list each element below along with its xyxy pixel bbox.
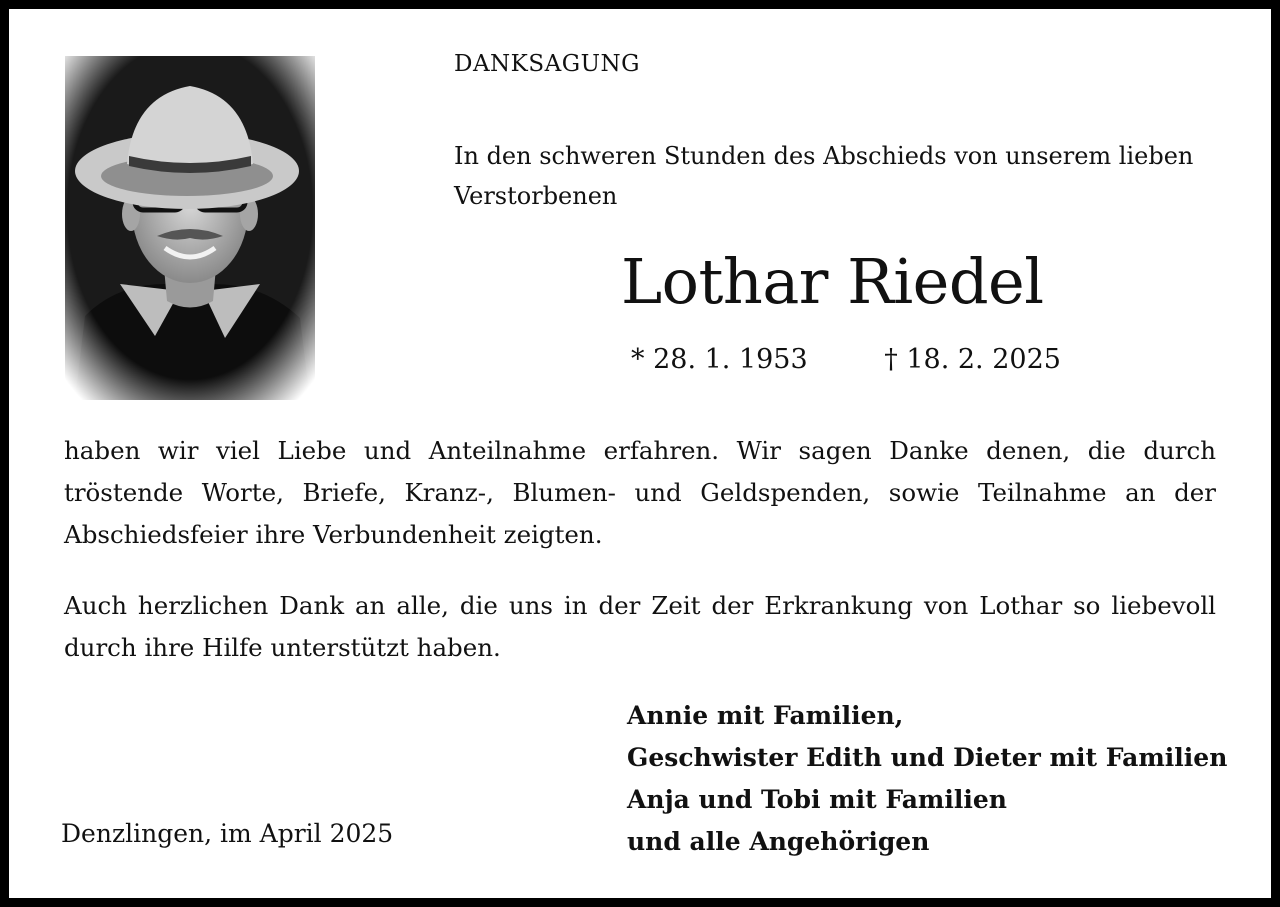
birth-date: * 28. 1. 1953 (631, 344, 808, 375)
intro-text: In den schweren Stunden des Abschieds von unserem lieben Verstorbenen (454, 142, 1194, 210)
life-dates (631, 344, 1061, 375)
signatures (627, 695, 1227, 863)
thanks-paragraph-2: Auch herzlichen Dank an alle, die uns in der Zeit der Erkrankung von Lothar so liebevoll durch ihre Hilfe unterstützt haben. (64, 591, 1216, 662)
portrait-photo (65, 56, 315, 400)
signature-line: Geschwister Edith und Dieter mit Familien (627, 743, 1228, 772)
thanks-paragraph-1: haben wir viel Liebe und Anteilnahme erfahren. Wir sagen Danke denen, die durch tröstende Worte, Briefe, Kranz-, Blumen- und Geldspenden, sowie Teilnahme an der Abschiedsfeier ihre Verbundenheit zeigten. (64, 436, 1216, 549)
notice-heading: DANKSAGUNG (454, 51, 640, 77)
death-date: † 18. 2. 2025 (884, 344, 1061, 375)
signature-line: Annie mit Familien, (627, 701, 904, 730)
signature-line: Anja und Tobi mit Familien (627, 785, 1007, 814)
deceased-name: Lothar Riedel (621, 245, 1044, 318)
obituary-card (9, 9, 1271, 898)
place-and-date: Denzlingen, im April 2025 (61, 819, 394, 848)
signature-line: und alle Angehörigen (627, 827, 930, 856)
